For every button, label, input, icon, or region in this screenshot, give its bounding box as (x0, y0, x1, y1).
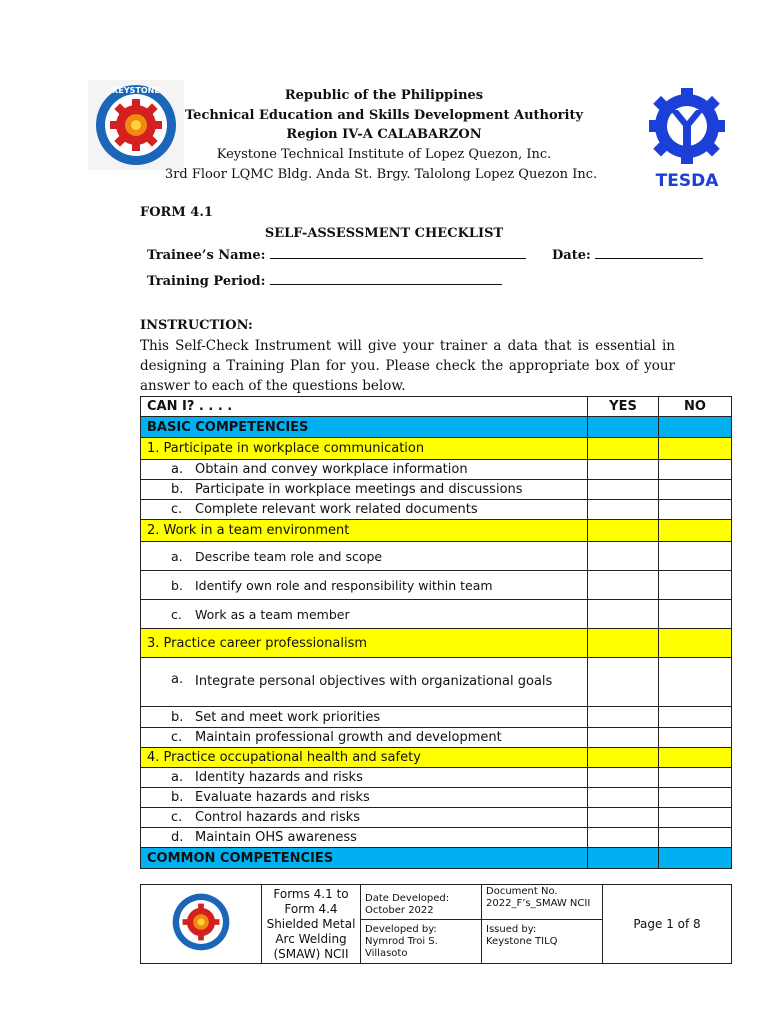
yes-checkbox[interactable] (588, 480, 659, 500)
competency-label: 2. Work in a team environment (141, 520, 588, 542)
checkbox-cell (588, 848, 659, 869)
training-period-field[interactable] (270, 272, 502, 285)
table-row (141, 460, 732, 480)
instruction-heading: INSTRUCTION: (140, 318, 253, 333)
checkbox-cell (659, 438, 732, 460)
competency-row (141, 629, 732, 658)
section-row-common (141, 848, 732, 869)
date-developed-label: Date Developed: (365, 893, 450, 904)
yes-checkbox[interactable] (588, 808, 659, 828)
yes-checkbox[interactable] (588, 600, 659, 629)
table-row (141, 571, 732, 600)
checkbox-cell (588, 417, 659, 438)
item-cell (141, 571, 588, 600)
footer-document-no (482, 885, 603, 920)
item-text: Maintain professional growth and development (195, 730, 502, 745)
item-text: Control hazards and risks (195, 810, 361, 825)
item-cell (141, 480, 588, 500)
item-text: Participate in workplace meetings and discussions (195, 482, 523, 497)
item-cell (141, 658, 588, 707)
col-question-header: CAN I? . . . . (141, 397, 588, 417)
item-cell (141, 542, 588, 571)
checkbox-cell (588, 520, 659, 542)
no-checkbox[interactable] (659, 828, 732, 848)
table-header-row (141, 397, 732, 417)
document-control-footer (140, 884, 732, 964)
col-yes-header: YES (588, 397, 659, 417)
issued-by-value: Keystone TILQ (486, 936, 558, 948)
checkbox-cell (659, 520, 732, 542)
no-checkbox[interactable] (659, 500, 732, 520)
item-cell (141, 707, 588, 728)
yes-checkbox[interactable] (588, 707, 659, 728)
header-address: 3rd Floor LQMC Bldg. Anda St. Brgy. Talolong Lopez Quezon Inc. (164, 167, 598, 182)
table-row (141, 728, 732, 748)
item-text: Complete relevant work related documents (195, 502, 478, 517)
no-checkbox[interactable] (659, 480, 732, 500)
item-text: Maintain OHS awareness (195, 830, 357, 845)
yes-checkbox[interactable] (588, 542, 659, 571)
date-developed-value: October 2022 (365, 905, 434, 916)
competency-label: 4. Practice occupational health and safety (141, 748, 588, 768)
item-cell (141, 828, 588, 848)
checkbox-cell (659, 629, 732, 658)
item-text: Describe team role and scope (195, 548, 383, 564)
developed-by-value: Nymrod Troi S. Villasoto (365, 936, 438, 960)
item-text: Work as a team member (195, 606, 350, 622)
yes-checkbox[interactable] (588, 500, 659, 520)
item-letter: a. (171, 672, 184, 687)
yes-checkbox[interactable] (588, 571, 659, 600)
no-checkbox[interactable] (659, 658, 732, 707)
document-no-value: 2022_F’s_SMAW NCII (486, 898, 591, 909)
self-assessment-table (140, 396, 732, 869)
svg-text:TESDA: TESDA (655, 171, 719, 190)
training-period-row (147, 272, 502, 289)
item-letter: b. (171, 577, 183, 593)
no-checkbox[interactable] (659, 542, 732, 571)
yes-checkbox[interactable] (588, 460, 659, 480)
keystone-footer-logo (167, 888, 235, 956)
table-row (141, 808, 732, 828)
yes-checkbox[interactable] (588, 788, 659, 808)
checkbox-cell (588, 629, 659, 658)
date-row (552, 246, 703, 263)
page-number: Page 1 of 8 (633, 917, 701, 931)
header-agency: Technical Education and Skills Development Authority (184, 108, 584, 123)
item-text: Identify own role and responsibility within team (195, 577, 493, 593)
no-checkbox[interactable] (659, 600, 732, 629)
table-row (141, 828, 732, 848)
table-row (141, 788, 732, 808)
item-cell (141, 728, 588, 748)
item-text: Evaluate hazards and risks (195, 790, 370, 805)
training-period-label: Training Period: (147, 274, 266, 289)
competency-row (141, 520, 732, 542)
date-field[interactable] (595, 246, 703, 259)
footer-page-cell (603, 885, 732, 964)
table-row (141, 768, 732, 788)
yes-checkbox[interactable] (588, 828, 659, 848)
item-letter: c. (171, 810, 183, 825)
section-basic-label: BASIC COMPETENCIES (141, 417, 588, 438)
checkbox-cell (659, 417, 732, 438)
item-letter: b. (171, 709, 184, 725)
col-no-header: NO (659, 397, 732, 417)
table-row (141, 542, 732, 571)
item-letter: a. (171, 462, 184, 477)
trainee-name-row (147, 246, 526, 263)
item-letter: c. (171, 606, 182, 622)
item-text: Identity hazards and risks (195, 770, 363, 785)
no-checkbox[interactable] (659, 707, 732, 728)
no-checkbox[interactable] (659, 460, 732, 480)
form-title: SELF-ASSESSMENT CHECKLIST (264, 226, 504, 241)
checkbox-cell (588, 438, 659, 460)
header-region: Region IV-A CALABARZON (286, 127, 482, 142)
competency-label: 1. Participate in workplace communication (141, 438, 588, 460)
competency-row (141, 748, 732, 768)
item-letter: d. (171, 830, 184, 845)
footer-form-title: Forms 4.1 to Form 4.4 Shielded Metal Arc Welding (SMAW) NCII (262, 885, 361, 964)
item-text: Set and meet work priorities (195, 709, 381, 725)
item-cell (141, 460, 588, 480)
item-cell (141, 500, 588, 520)
instruction-body: This Self-Check Instrument will give your trainer a data that is essential in designing a Training Plan for you. Please check the appropriate box of your answer to each of the questions below. (140, 338, 675, 394)
checkbox-cell (588, 748, 659, 768)
table-row (141, 480, 732, 500)
no-checkbox[interactable] (659, 728, 732, 748)
table-row (141, 600, 732, 629)
no-checkbox[interactable] (659, 788, 732, 808)
section-common-label: COMMON COMPETENCIES (141, 848, 588, 869)
svg-text:KEYSTONE: KEYSTONE (112, 86, 160, 95)
item-text: Obtain and convey workplace information (195, 462, 468, 477)
document-no-label: Document No. (486, 886, 558, 897)
header-country: Republic of the Philippines (284, 88, 484, 103)
no-checkbox[interactable] (659, 571, 732, 600)
yes-checkbox[interactable] (588, 658, 659, 707)
competency-row (141, 438, 732, 460)
yes-checkbox[interactable] (588, 768, 659, 788)
footer-developed-by (361, 920, 482, 964)
table-row (141, 658, 732, 707)
header-institute: Keystone Technical Institute of Lopez Quezon, Inc. (216, 147, 552, 162)
trainee-name-label: Trainee’s Name: (147, 248, 266, 263)
no-checkbox[interactable] (659, 808, 732, 828)
item-cell (141, 600, 588, 629)
issued-by-label: Issued by: (486, 924, 537, 936)
trainee-name-field[interactable] (270, 246, 526, 259)
item-letter: b. (171, 482, 184, 497)
item-letter: a. (171, 770, 184, 785)
table-row (141, 500, 732, 520)
item-text: Integrate personal objectives with organizational goals (195, 674, 553, 689)
table-row (141, 707, 732, 728)
checkbox-cell (659, 748, 732, 768)
date-label: Date: (552, 248, 591, 263)
item-cell (141, 768, 588, 788)
item-letter: a. (171, 548, 183, 564)
no-checkbox[interactable] (659, 768, 732, 788)
developed-by-label: Developed by: (365, 924, 437, 936)
item-letter: c. (171, 502, 183, 517)
item-cell (141, 808, 588, 828)
item-letter: c. (171, 730, 183, 745)
yes-checkbox[interactable] (588, 728, 659, 748)
item-letter: b. (171, 790, 184, 805)
item-cell (141, 788, 588, 808)
section-row-basic (141, 417, 732, 438)
footer-date-developed (361, 885, 482, 920)
checkbox-cell (659, 848, 732, 869)
competency-label: 3. Practice career professionalism (141, 629, 588, 658)
form-number: FORM 4.1 (140, 205, 213, 220)
footer-issued-by (482, 920, 603, 964)
footer-logo-cell (141, 885, 262, 964)
